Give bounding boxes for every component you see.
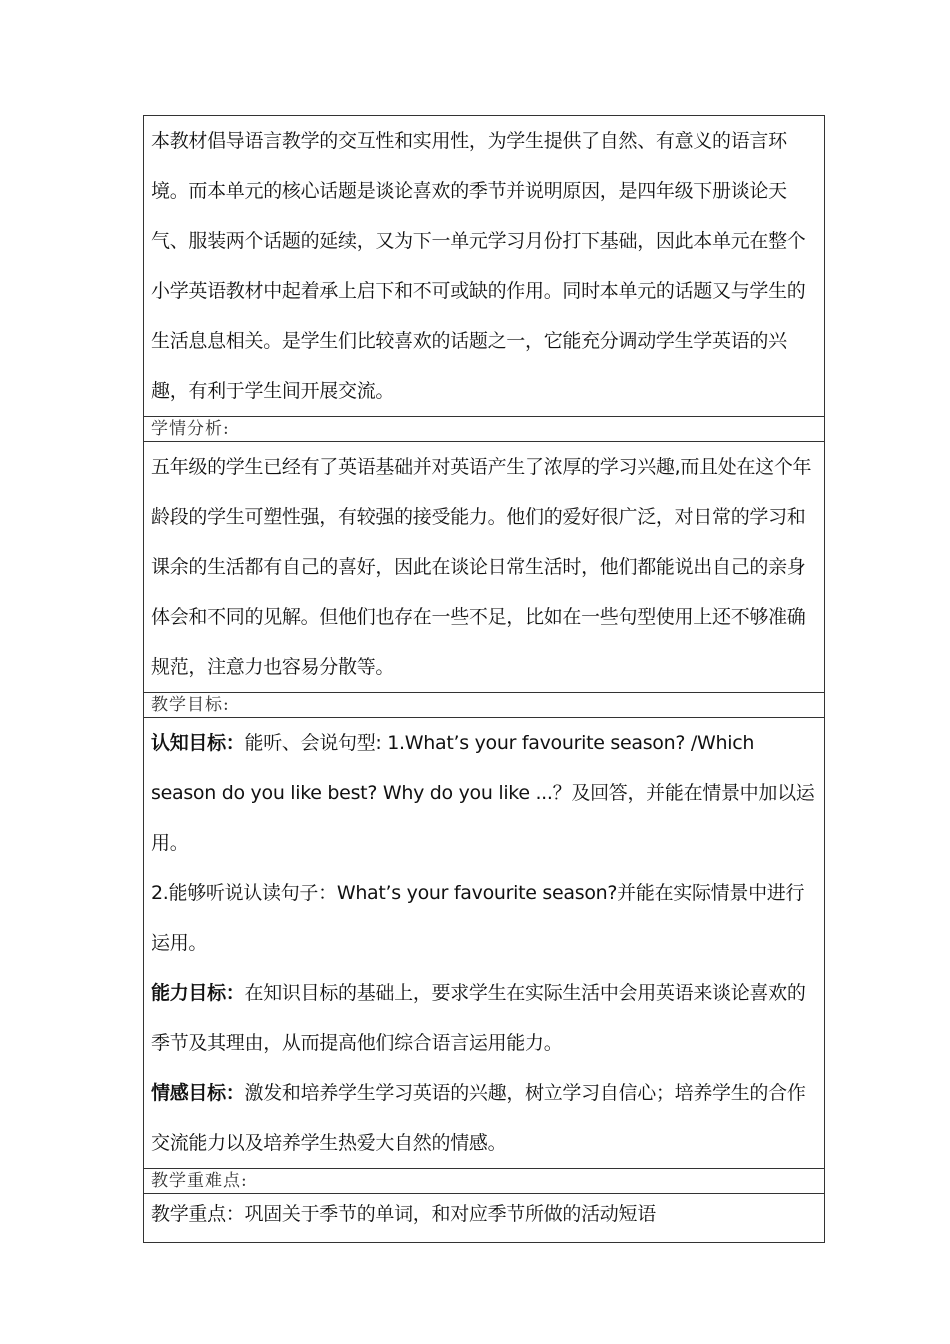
learner-analysis-heading-row bbox=[144, 417, 825, 442]
ability-goal-label: 能力目标： bbox=[151, 982, 245, 1004]
textbook-analysis-paragraph: 本教材倡导语言教学的交互性和实用性，为学生提供了自然、有意义的语言环境。而本单元的核心话题是谈论喜欢的季节并说明原因，是四年级下册谈论天气、服装两个话题的延续，又为下一单元学习月份打下基础，因此本单元在整个小学英语教材中起着承上启下和不可或缺的作用。同时本单元的话题又与学生的生活息息相关。是学生们比较喜欢的话题之一，它能充分调动学生学英语的兴趣，有利于学生间开展交流。 bbox=[151, 130, 806, 402]
emotion-goal bbox=[151, 1068, 817, 1168]
cognitive-goal-label: 认知目标： bbox=[151, 732, 245, 754]
ability-goal bbox=[151, 968, 817, 1068]
learner-analysis-paragraph: 五年级的学生已经有了英语基础并对英语产生了浓厚的学习兴趣,而且处在这个年龄段的学生可塑性强，有较强的接受能力。他们的爱好很广泛，对日常的学习和课余的生活都有自己的喜好，因此在谈论日常生活时，他们都能说出自己的亲身体会和不同的见解。但他们也存在一些不足，比如在一些句型使用上还不够准确规范，注意力也容易分散等。 bbox=[151, 456, 812, 678]
teaching-goals-cell bbox=[144, 718, 825, 1169]
textbook-analysis-cell bbox=[144, 116, 825, 417]
key-points-cell bbox=[144, 1194, 825, 1243]
key-points-heading-row bbox=[144, 1169, 825, 1194]
cognitive-goal-text: 能听、会说句型: 1.What’s your favourite season? /Which season do you like best? Why do you like ...？及回答，并能在情景中加以运用。 bbox=[151, 732, 815, 854]
cognitive-goal bbox=[151, 718, 817, 868]
key-points-row bbox=[144, 1194, 825, 1243]
ability-goal-text: 在知识目标的基础上，要求学生在实际生活中会用英语来谈论喜欢的季节及其理由，从而提高他们综合语言运用能力。 bbox=[151, 982, 806, 1054]
learner-analysis-heading: 学情分析: bbox=[144, 417, 825, 442]
learner-analysis-row bbox=[144, 442, 825, 693]
key-points-heading: 教学重难点: bbox=[144, 1169, 825, 1194]
teaching-goals-heading-row bbox=[144, 693, 825, 718]
emotion-goal-text: 激发和培养学生学习英语的兴趣，树立学习自信心；培养学生的合作交流能力以及培养学生热爱大自然的情感。 bbox=[151, 1082, 806, 1154]
key-points-paragraph: 教学重点：巩固关于季节的单词，和对应季节所做的活动短语 bbox=[151, 1203, 656, 1225]
textbook-analysis-row bbox=[144, 116, 825, 417]
emotion-goal-label: 情感目标： bbox=[151, 1082, 245, 1104]
teaching-goals-heading: 教学目标: bbox=[144, 693, 825, 718]
lesson-plan-table bbox=[143, 115, 825, 1243]
learner-analysis-cell bbox=[144, 442, 825, 693]
cognitive-goal-2: 2.能够听说认读句子：What’s your favourite season?并能在实际情景中进行运用。 bbox=[151, 882, 805, 954]
teaching-goals-row bbox=[144, 718, 825, 1169]
